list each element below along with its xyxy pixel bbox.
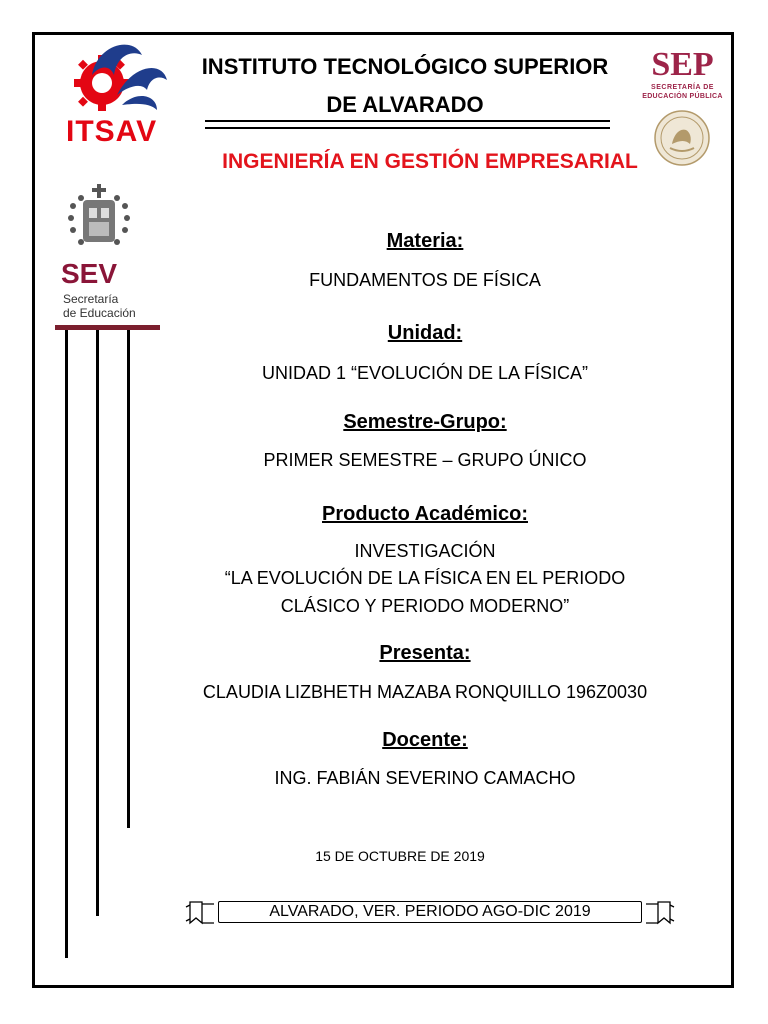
materia-label: Materia:	[386, 230, 464, 252]
sev-logo	[55, 180, 160, 330]
institution-line-1: INSTITUTO TECNOLÓGICO SUPERIOR	[201, 54, 609, 79]
sep-subtitle-2: EDUCACIÓN PÚBLICA	[642, 93, 723, 100]
producto-label: Producto Académico:	[322, 503, 528, 525]
career-title: INGENIERÍA EN GESTIÓN EMPRESARIAL	[222, 150, 638, 173]
unidad-label: Unidad:	[387, 322, 463, 344]
presenta-value: CLAUDIA LIZBHETH MAZABA RONQUILLO 196Z0030	[202, 682, 648, 702]
producto-line-1: INVESTIGACIÓN	[354, 541, 496, 561]
sev-subtitle-1: Secretaría	[63, 292, 119, 306]
vertical-line-1	[65, 330, 68, 958]
sep-logo-text: SEP	[651, 46, 714, 83]
producto-line-2: “LA EVOLUCIÓN DE LA FÍSICA EN EL PERIODO	[224, 568, 626, 588]
institution-title	[185, 48, 625, 124]
sev-underline	[55, 325, 160, 330]
presenta-label: Presenta:	[379, 642, 471, 664]
itsav-logo	[62, 35, 177, 150]
producto-line-3: CLÁSICO Y PERIODO MODERNO”	[280, 596, 570, 616]
sev-subtitle-2: de Educación	[63, 306, 136, 320]
semestre-label: Semestre-Grupo:	[343, 411, 507, 433]
date: 15 DE OCTUBRE DE 2019	[315, 848, 485, 864]
sev-logo-text: SEV	[61, 258, 118, 289]
materia-value: FUNDAMENTOS DE FÍSICA	[309, 270, 541, 290]
banner-right-scroll-icon	[636, 899, 676, 927]
veracruz-shield-icon	[63, 182, 135, 254]
banner-text: ALVARADO, VER. PERIODO AGO-DIC 2019	[218, 901, 642, 923]
institution-line-2: DE ALVARADO	[326, 92, 484, 117]
unidad-value: UNIDAD 1 “EVOLUCIÓN DE LA FÍSICA”	[261, 363, 589, 383]
semestre-value: PRIMER SEMESTRE – GRUPO ÚNICO	[263, 450, 587, 470]
vertical-line-2	[96, 330, 99, 916]
header-rule-2	[205, 127, 610, 129]
itsav-logo-text: ITSAV	[66, 115, 158, 148]
docente-label: Docente:	[382, 729, 468, 751]
docente-value: ING. FABIÁN SEVERINO CAMACHO	[274, 768, 576, 788]
header-rule-1	[205, 120, 610, 122]
vertical-line-3	[127, 330, 130, 828]
sep-subtitle-1: SECRETARÍA DE	[651, 84, 714, 91]
location-banner	[180, 897, 680, 929]
